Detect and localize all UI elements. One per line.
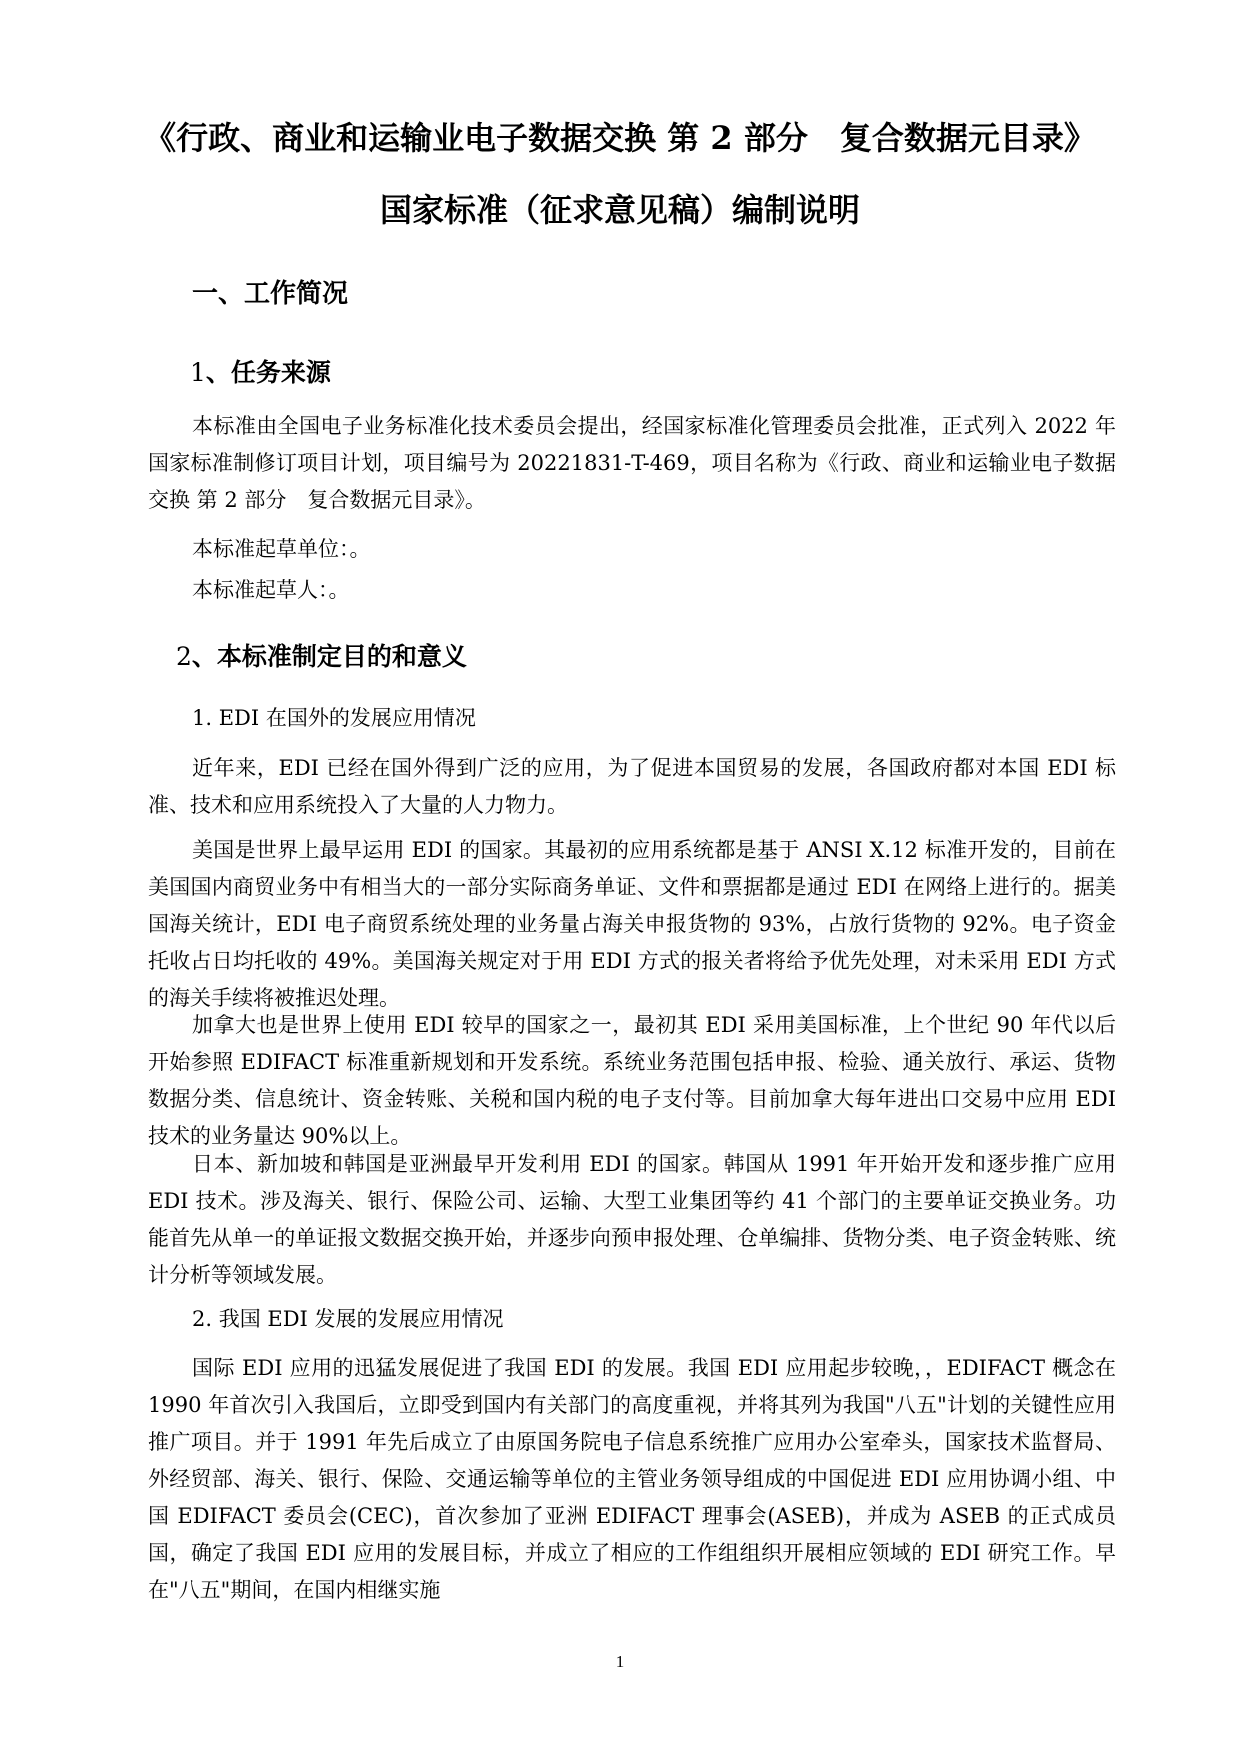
subsection-heading-purpose (176, 640, 467, 674)
subsection-number: 1 (190, 358, 206, 387)
document-title-line-2: 国家标准（征求意见稿）编制说明 (379, 191, 860, 229)
page-number: 1 (615, 1652, 625, 1671)
section-heading-work-overview: 一、工作简况 (192, 279, 349, 309)
paragraph-canada: 加拿大也是世界上使用 EDI 较早的国家之一，最初其 EDI 采用美国标准，上个世纪 90 年代以后开始参照 EDIFACT 标准重新规划和开发系统。系统业务范围包括申报、检验、通关放行、承运、货物数据分类、信息统计、资金转账、关税和国内税的电子支付等。目前加拿大每年进出口交易中应用 EDI 技术的业务量达 90%以上。 (148, 1013, 1116, 1148)
drafter-line: 本标准起草人：。 (192, 578, 350, 602)
paragraph-task-source: 本标准由全国电子业务标准化技术委员会提出，经国家标准化管理委员会批准，正式列入 2022 年国家标准制修订项目计划，项目编号为 20221831-T-469，项目名称为《行政、商业和运输业电子数据交换 第 2 部分 复合数据元目录》。 (148, 414, 1116, 512)
document-title-line-1: 《行政、商业和运输业电子数据交换 第 2 部分 复合数据元目录》 (144, 119, 1096, 157)
item-title-foreign-edi: 1. EDI 在国外的发展应用情况 (192, 706, 476, 730)
paragraph-edi-abroad: 近年来，EDI 已经在国外得到广泛的应用，为了促进本国贸易的发展，各国政府都对本国 EDI 标准、技术和应用系统投入了大量的人力物力。 (148, 756, 1116, 817)
subsection-heading-task-source (190, 356, 331, 390)
paragraph-asia: 日本、新加坡和韩国是亚洲最早开发利用 EDI 的国家。韩国从 1991 年开始开发和逐步推广应用 EDI 技术。涉及海关、银行、保险公司、运输、大型工业集团等约 41 个部门的主要单证交换业务。功能首先从单一的单证报文数据交换开始，并逐步向预申报处理、仓单编排、货物分类、电子资金转账、统计分析等领域发展。 (148, 1152, 1116, 1287)
subsection-title: 、本标准制定目的和意义 (191, 642, 467, 671)
drafting-unit-line: 本标准起草单位：。 (192, 537, 371, 561)
subsection-title: 、任务来源 (205, 358, 331, 387)
item-title-china-edi: 2. 我国 EDI 发展的发展应用情况 (192, 1307, 504, 1331)
paragraph-china: 国际 EDI 应用的迅猛发展促进了我国 EDI 的发展。我国 EDI 应用起步较晚，，EDIFACT 概念在 1990 年首次引入我国后，立即受到国内有关部门的高度重视，并将其列为我国"八五"计划的关键性应用推广项目。并于 1991 年先后成立了由原国务院电子信息系统推广应用办公室牵头，国家技术监督局、外经贸部、海关、银行、保险、交通运输等单位的主管业务领导组成的中国促进 EDI 应用协调小组、中国 EDIFACT 委员会(CEC)，首次参加了亚洲 EDIFACT 理事会(ASEB)，并成为 ASEB 的正式成员国，确定了我国 EDI 应用的发展目标，并成立了相应的工作组组织开展相应领域的 EDI 研究工作。早在"八五"期间，在国内相继实施 (148, 1356, 1116, 1602)
subsection-number: 2 (176, 642, 192, 671)
paragraph-usa: 美国是世界上最早运用 EDI 的国家。其最初的应用系统都是基于 ANSI X.12 标准开发的，目前在美国国内商贸业务中有相当大的一部分实际商务单证、文件和票据都是通过 EDI 在网络上进行的。据美国海关统计，EDI 电子商贸系统处理的业务量占海关申报货物的 93%，占放行货物的 92%。电子资金托收占日均托收的 49%。美国海关规定对于用 EDI 方式的报关者将给予优先处理，对未采用 EDI 方式的海关手续将被推迟处理。 (148, 838, 1116, 1010)
